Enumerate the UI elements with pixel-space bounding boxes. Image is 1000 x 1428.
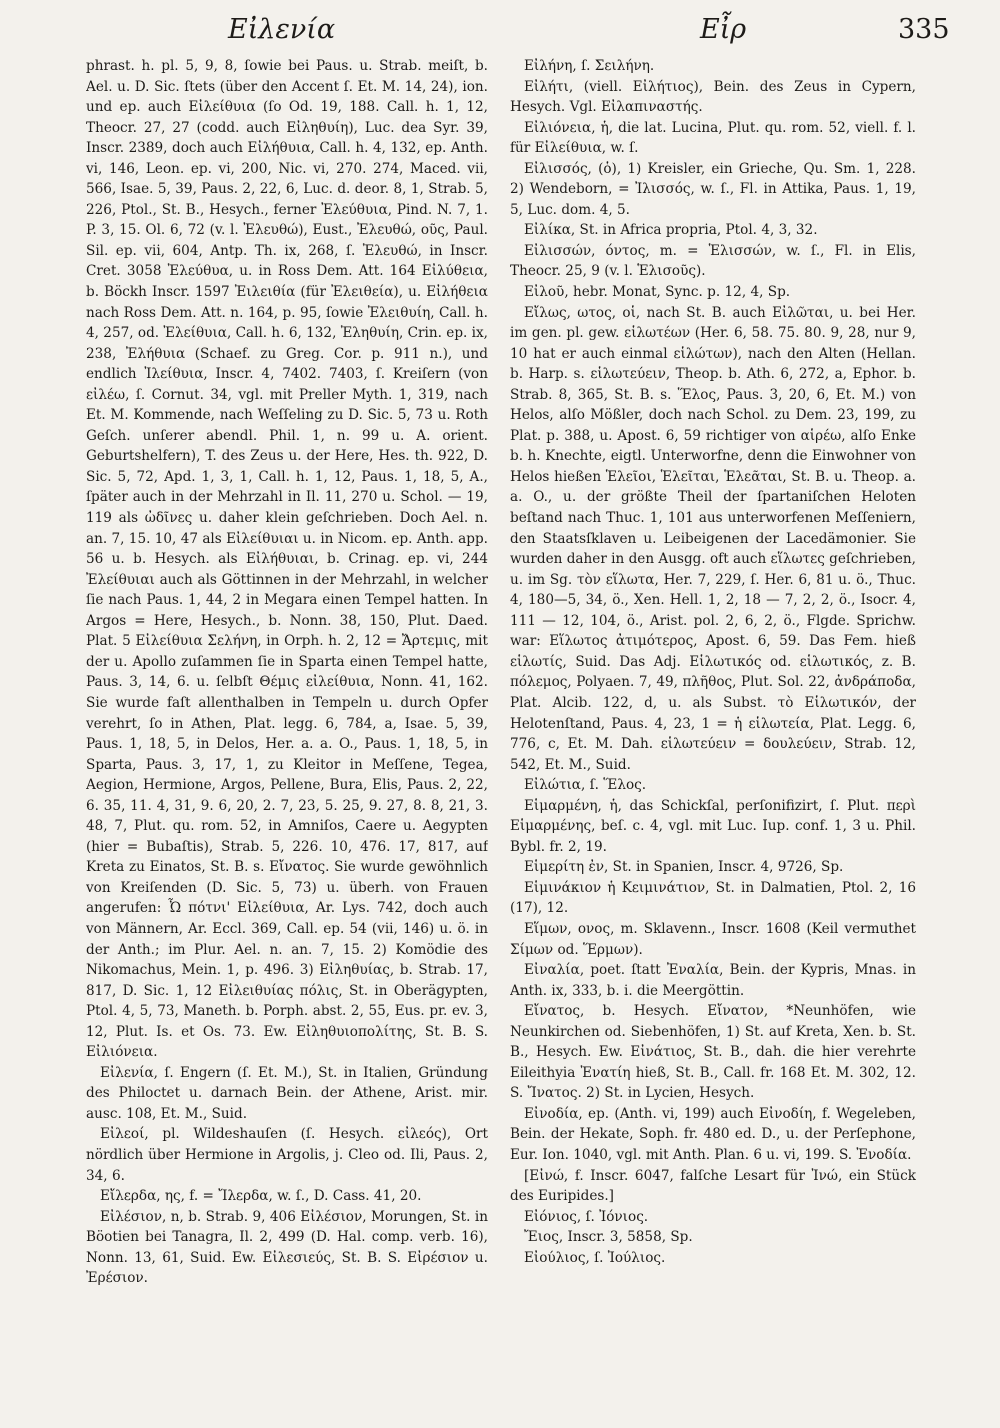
left-column — [86, 56, 488, 1416]
dictionary-entry: Εἰνοδία, ep. (Anth. vi, 199) auch Εἰνοδίη, f. Wegeleben, Bein. der Hekate, Soph. fr. 480 ed. D., u. der Perſephone, Eur. Ion. 1040, vgl. mit Anth. Plan. 6 u. vi, 199. S. Ἐνοδία. — [510, 1105, 916, 1163]
dictionary-entry: Εἰλέσιον, n, b. Strab. 9, 406 Εἰλέσιον, Morungen, St. in Böotien bei Tanagra, Il. 2, 499 (D. Hal. comp. verb. 16), Nonn. 13, 61, Suid. Ew. Εἰλεσιεύς, St. B. S. Εἰρέσιον u. Ἐρέσιον. — [86, 1208, 488, 1287]
dictionary-entry: Εἰλισσών, όντος, m. = Ἑλισσών, w. ſ., Fl. in Elis, Theocr. 25, 9 (v. l. Ἑλισοῦς). — [510, 242, 916, 280]
dictionary-entry: Εἴνατος, b. Hesych. Εἴνατον, *Neunhöfen, wie Neunkirchen od. Siebenhöfen, 1) St. auf Kreta, Xen. b. St. B., Hesych. Ew. Εἰνάτιος, St. B., dah. die hier verehrte Eileithyia Ἐνατίη hieß, St. B., Call. fr. 168 Et. M. 302, 12. S. Ἴνατος. 2) St. in Lycien, Hesych. — [510, 1003, 916, 1102]
right-guide-word: Εἶρ — [700, 14, 747, 45]
dictionary-entry: Εἰλώτια, ſ. Ἕλος. — [524, 777, 647, 794]
dictionary-entry: Εἰναλία, poet. ſtatt Ἐναλία, Bein. der Kypris, Mnas. in Anth. ix, 333, b. i. die Meergöttin. — [510, 962, 916, 999]
dictionary-entry: Εἰλήνη, ſ. Σειλήνη. — [524, 58, 655, 74]
dictionary-entry: phrast. h. pl. 5, 9, 8, ſowie bei Paus. u. Strab. meiſt, b. Ael. u. D. Sic. ſtets (über den Accent ſ. Et. M. 14, 24), ion. und ep. auch Εἰλείθυια (ſo Od. 19, 188. Call. h. 1, 12, Theocr. 27, 27 (codd. auch Εἰληθυίη), Luc. dea Syr. 39, Inscr. 2389, doch auch Εἰλήθυια, Call. h. 4, 132, ep. Anth. vi, 146, Leon. ep. vi, 200, Nic. vi, 270. 274, Maced. vii, 566, Isae. 5, 39, Paus. 2, 22, 6, Luc. d. deor. 8, 1, Strab. 5, 226, Ptol., St. B., Hesych., ferner Ἐλεύθυια, Pind. N. 7, 1. P. 3, 15. Ol. 6, 72 (v. l. Ἐλευθώ), Eust., Ἐλευθώ, οῦς, Paul. Sil. ep. vii, 604, Antp. Th. ix, 268, ſ. Ἐλευθώ, in Inscr. Cret. 3058 Ἐλεύθυα, u. in Ross Dem. Att. 164 Εἰλύθεια, b. Böckh Inscr. 1597 Ἐιλειθία (für Ἐλειθεία), u. Εἰλήθεια nach Ross Dem. Att. n. 164, p. 95, ſowie Ἐλειθυίη, Call. h. 4, 257, od. Ἐλείθυια, Call. h. 6, 132, Ἐληθυίη, Crin. ep. ix, 238, Ἐλήθυια (Schaef. zu Greg. Cor. p. 911 n.), und endlich Ἰλείθυια, Inscr. 4, 7402. 7403, ſ. Kreiſern (von εἰλέω, ſ. Cornut. 34, vgl. mit Preller Myth. 1, 319, nach Et. M. Kommende, nach Weſſeling zu D. Sic. 5, 73 u. Roth Geſch. unſerer abendl. Phil. 1, n. 99 u. A. orient. Geburtshelfern), T. des Zeus u. der Here, Hes. th. 922, D. Sic. 5, 72, Apd. 1, 3, 1, Call. h. 1, 12, Paus. 1, 18, 5, A., ſpäter auch in der Mehrzahl in Il. 11, 270 u. Schol. — 19, 119 als ὠδῖνες u. daher klein geſchrieben. Doch Ael. n. an. 7, 15. 10, 47 als Εἰλείθυιαι u. in Nicom. ep. Anth. app. 56 u. b. Hesych. als Εἰλήθυιαι, b. Crinag. ep. vi, 244 Ἐλείθυιαι auch als Göttinnen in der Mehrzahl, in welcher ſie nach Paus. 1, 44, 2 in Megara einen Tempel hatten. In Argos = Here, Hesych., b. Nonn. 38, 150, Plut. Daed. Plat. 5 Εἰλείθυια Σελήνη, in Orph. h. 2, 12 = Ἄρτεμις, mit der u. Apollo zuſammen ſie in Sparta einen Tempel hatte, Paus. 3, 14, 6. u. ſelbſt Θέμις εἰλείθυια, Nonn. 41, 162. Sie wurde faſt allenthalben in Tempeln u. durch Opfer verehrt, ſo in Athen, Plat. legg. 6, 784, a, Isae. 5, 39, Paus. 1, 18, 5, in Delos, Her. a. a. O., Paus. 1, 18, 5, in Sparta, Paus. 3, 17, 1, zu Kleitor in Meſſene, Tegea, Aegion, Hermione, Argos, Pellene, Bura, Elis, Paus. 2, 22, 6. 35, 11. 4, 31, 9. 6, 20, 2. 7, 23, 5. 25, 9. 27, 8. 8, 21, 3. 48, 7, Plut. qu. rom. 52, in Amniſos, Caere u. Aegypten (hier = Bubaſtis), Strab. 5, 226. 10, 476. 17, 817, auf Kreta zu Einatos, St. B. s. Εἴνατος. Sie wurde gewöhnlich von Kreiſenden (D. Sic. 5, 73) u. überh. von Frauen angerufen: Ὦ πότνι' Εἰλείθυια, Ar. Lys. 742, doch auch von Männern, Ar. Eccl. 369, Call. ep. 54 (vii, 146) u. ö. in der Anth.; im Plur. Ael. n. an. 7, 15. 2) Komödie des Nikomachus, Mein. 1, p. 496. 3) Εἰληθυίας, b. Strab. 17, 817, D. Sic. 1, 12 Εἰλειθυίας πόλις, St. in Oberägypten, Ptol. 4, 5, 73, Maneth. b. Porph. abst. 2, 55, Eus. pr. ev. 3, 12, Plut. Is. et Os. 73. Ew. Εἰληθυιοπολίτης, St. B. S. Εἰλιόνεια. — [86, 58, 488, 1061]
dictionary-entry: Εἱμερίτη ἐν, St. in Spanien, Inscr. 4, 9726, Sp. — [524, 859, 844, 876]
dictionary-entry: Εἰλισσός, (ὁ), 1) Kreisler, ein Grieche, Qu. Sm. 1, 228. 2) Wendeborn, = Ἰλισσός, w. ſ., Fl. in Attika, Paus. 1, 19, 5, Luc. dom. 4, 5. — [510, 160, 916, 218]
right-column — [510, 56, 916, 1416]
dictionary-entry: Εἱμαρμένη, ἡ, das Schickſal, perſonifizirt, ſ. Plut. περὶ Εἱμαρμένης, beſ. c. 4, vgl. mit Luc. Iup. conf. 1, 3 u. Phil. Bybl. fr. 2, 19. — [510, 797, 916, 855]
page-header — [0, 12, 1000, 52]
dictionary-entry: Εἵμων, ονος, m. Sklavenn., Inscr. 1608 (Keil vermuthet Σίμων od. Ἕρμων). — [510, 920, 916, 958]
left-guide-word: Εἰλενία — [228, 14, 336, 45]
dictionary-entry: Εἱμινάκιον ἡ Κειμινάτιον, St. in Dalmatien, Ptol. 2, 16 (17), 12. — [510, 879, 916, 917]
dictionary-entry: Εἰούλιος, ſ. Ἰούλιος. — [524, 1249, 666, 1266]
page-number: 335 — [898, 14, 950, 45]
dictionary-entry: Εἰλεοί, pl. Wildeshauſen (ſ. Hesych. εἰλεός), Ort nördlich über Hermione in Argolis, j. Cleo od. Ili, Paus. 2, 34, 6. — [86, 1126, 488, 1184]
dictionary-entry: [Εἰνώ, f. Inscr. 6047, falſche Lesart für Ἰνώ, ein Stück des Euripides.] — [510, 1167, 916, 1205]
dictionary-entry: Εἰλήτι, (viell. Εἰλήτιος), Bein. des Zeus in Cypern, Hesych. Vgl. Εἰλαπιναστής. — [510, 78, 916, 116]
dictionary-entry: Εἰλενία, ſ. Engern (ſ. Et. M.), St. in Italien, Gründung des Philoctet u. darnach Bein. der Athene, Arist. mir. ausc. 108, Et. M., Suid. — [86, 1064, 488, 1122]
dictionary-entry: Εἰλίκα, St. in Africa propria, Ptol. 4, 3, 32. — [524, 222, 818, 239]
dictionary-entry: Ἔιος, Inscr. 3, 5858, Sp. — [524, 1229, 693, 1246]
dictionary-entry: Εἰλοῦ, hebr. Monat, Sync. p. 12, 4, Sp. — [524, 284, 791, 301]
dictionary-entry: Εἴλερδα, ης, f. = Ἴλερδα, w. ſ., D. Cass. 41, 20. — [100, 1188, 422, 1205]
dictionary-entry: Εἰλιόνεια, ἡ, die lat. Lucina, Plut. qu. rom. 52, viell. f. l. für Εἰλείθυια, w. ſ. — [510, 119, 916, 157]
dictionary-entry: Εἰόνιος, ſ. Ἰόνιος. — [524, 1208, 649, 1225]
dictionary-entry: Εἴλως, ωτος, οἱ, nach St. B. auch Εἰλῶται, u. bei Her. im gen. pl. gew. εἱλωτέων (Her. 6, 58. 75. 80. 9, 28, nur 9, 10 hat er auch einmal εἱλώτων), nach den Alten (Hellan. b. Harp. s. εἱλωτεύειν, Theop. b. Ath. 6, 272, a, Ephor. b. Strab. 8, 365, St. B. s. Ἕλος, Paus. 3, 20, 6, Et. M.) von Helos, alſo Mößler, doch nach Schol. zu Dem. 23, 199, zu Plat. p. 388, u. Apost. 6, 59 richtiger von αἱρέω, alſo Enke b. h. Knechte, eigtl. Unterworfne, denn die Einwohner von Helos hießen Ἑλεῖοι, Ἑλεῖται, Ἑλεᾶται, St. B. u. Theop. a. a. O., u. der größte Theil der ſpartaniſchen Heloten beſtand nach Thuc. 1, 101 aus unterworfenen Meſſeniern, den Staatsſklaven u. Leibeigenen der Lacedämonier. Sie wurden daher in den Ausgg. oft auch εἵλωτες geſchrieben, u. im Sg. τὸν εἵλωτα, Her. 7, 229, ſ. Her. 6, 81 u. ö., Thuc. 4, 180—5, 34, ö., Xen. Hell. 1, 2, 18 — 7, 2, 2, ö., Isocr. 4, 111 — 12, 104, ö., Arist. pol. 2, 6, 2, ö., Flgde. Sprichw. war: Εἵλωτος ἀτιμότερος, Apost. 6, 59. Das Fem. hieß εἱλωτίς, Suid. Das Adj. Εἱλωτικός od. εἱλωτικός, z. B. πόλεμος, Polyaen. 7, 49, πλῆθος, Plut. Sol. 22, ἀνδράποδα, Plat. Alcib. 122, d, u. als Subst. τὸ Εἱλωτικόν, der Helotenſtand, Paus. 4, 23, 1 = ἡ εἱλωτεία, Plat. Legg. 6, 776, c, Et. M. Dah. εἱλωτεύειν = δουλεύειν, Strab. 12, 542, Et. M., Suid. — [510, 304, 916, 773]
